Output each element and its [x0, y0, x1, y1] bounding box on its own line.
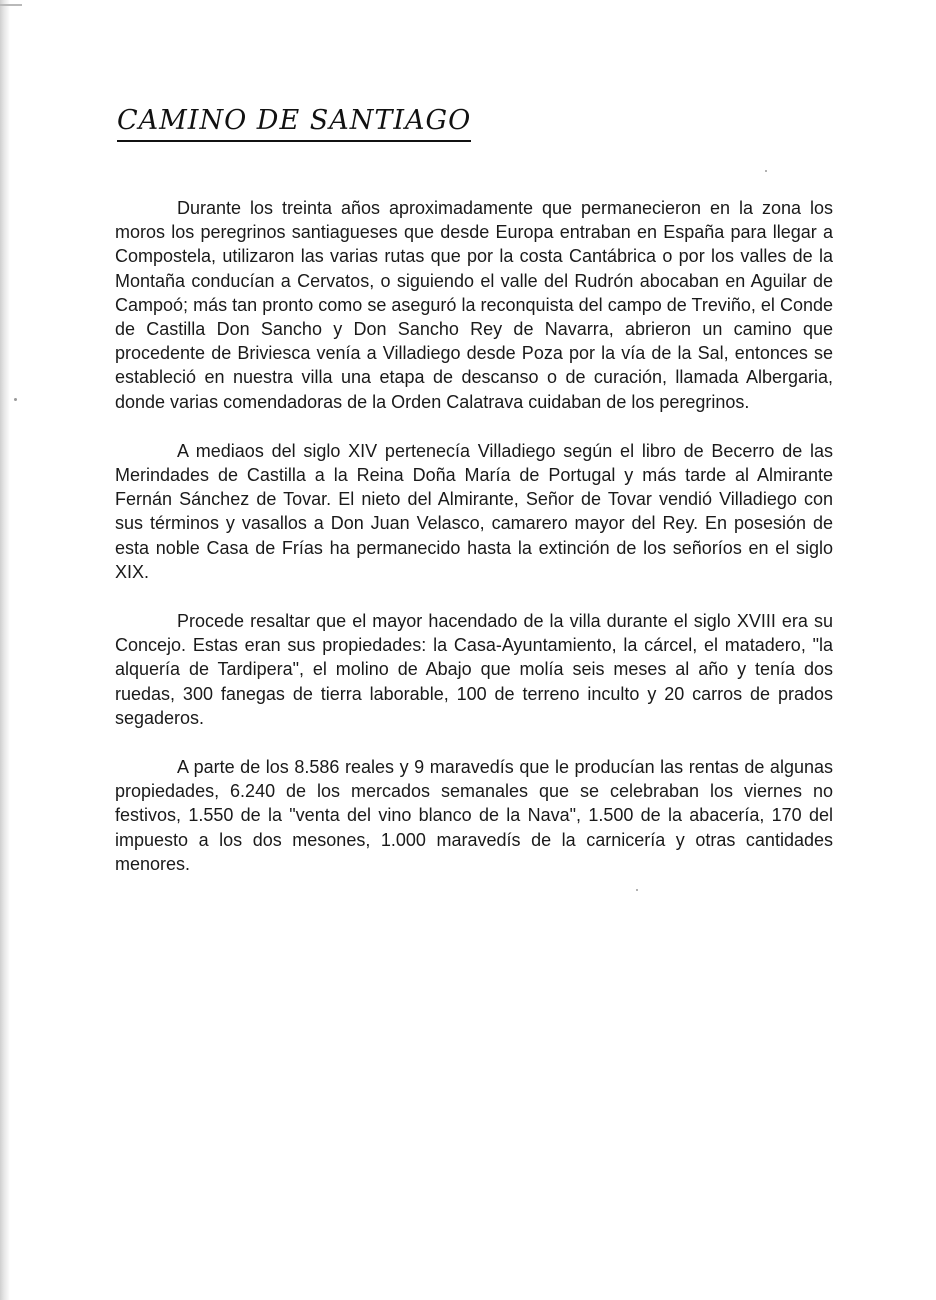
- page-title: CAMINO DE SANTIAGO: [117, 104, 471, 142]
- scan-speck: [765, 170, 767, 172]
- paragraph-camino: Durante los treinta años aproximadamente que permanecieron en la zona los moros los peregrinos santiagueses que desde Europa entraban en España para llegar a Compostela, utilizaron las varias rutas que por la costa Cantábrica o por los valles de la Montaña conducían a Cervatos, o siguiendo el valle del Rudrón abocaban en Aguilar de Campoó; más tan pronto como se aseguró la reconquista del campo de Treviño, el Conde de Castilla Don Sancho y Don Sancho Rey de Navarra, abrieron un camino que procedente de Briviesca venía a Villadiego desde Poza por la vía de la Sal, entonces se estableció en nuestra villa una etapa de descanso o de curación, llamada Albergaria, donde varias comendadoras de la Orden Calatrava cuidaban de los peregrinos.: [115, 198, 833, 412]
- page-binding-edge: [0, 0, 10, 1300]
- paragraph-concejo: Procede resaltar que el mayor hacendado de la villa durante el siglo XVIII era su Concejo. Estas eran sus propiedades: la Casa-Ayuntamiento, la cárcel, el matadero, "la alquería de Tardipera", el molino de Abajo que molía seis meses al año y tenía dos ruedas, 300 fanegas de tierra laborable, 100 de terreno inculto y 20 carros de prados segaderos.: [115, 611, 833, 728]
- scan-speck: [636, 889, 638, 891]
- scan-speck: [14, 398, 17, 401]
- body-text: [115, 196, 833, 901]
- paragraph-rentas: A parte de los 8.586 reales y 9 maravedís que le producían las rentas de algunas propiedades, 6.240 de los mercados semanales que se celebraban los viernes no festivos, 1.550 de la "venta del vino blanco de la Nava", 1.500 de la abacería, 170 del impuesto a los dos mesones, 1.000 maravedís de la carnicería y otras cantidades menores.: [115, 757, 833, 874]
- paragraph-siglo-xiv: A mediaos del siglo XIV pertenecía Villadiego según el libro de Becerro de las Merindades de Castilla a la Reina Doña María de Portugal y más tarde al Almirante Fernán Sánchez de Tovar. El nieto del Almirante, Señor de Tovar vendió Villadiego con sus términos y vasallos a Don Juan Velasco, camarero mayor del Rey. En posesión de esta noble Casa de Frías ha permanecido hasta la extinción de los señoríos en el siglo XIX.: [115, 440, 833, 582]
- scan-mark: [0, 4, 22, 6]
